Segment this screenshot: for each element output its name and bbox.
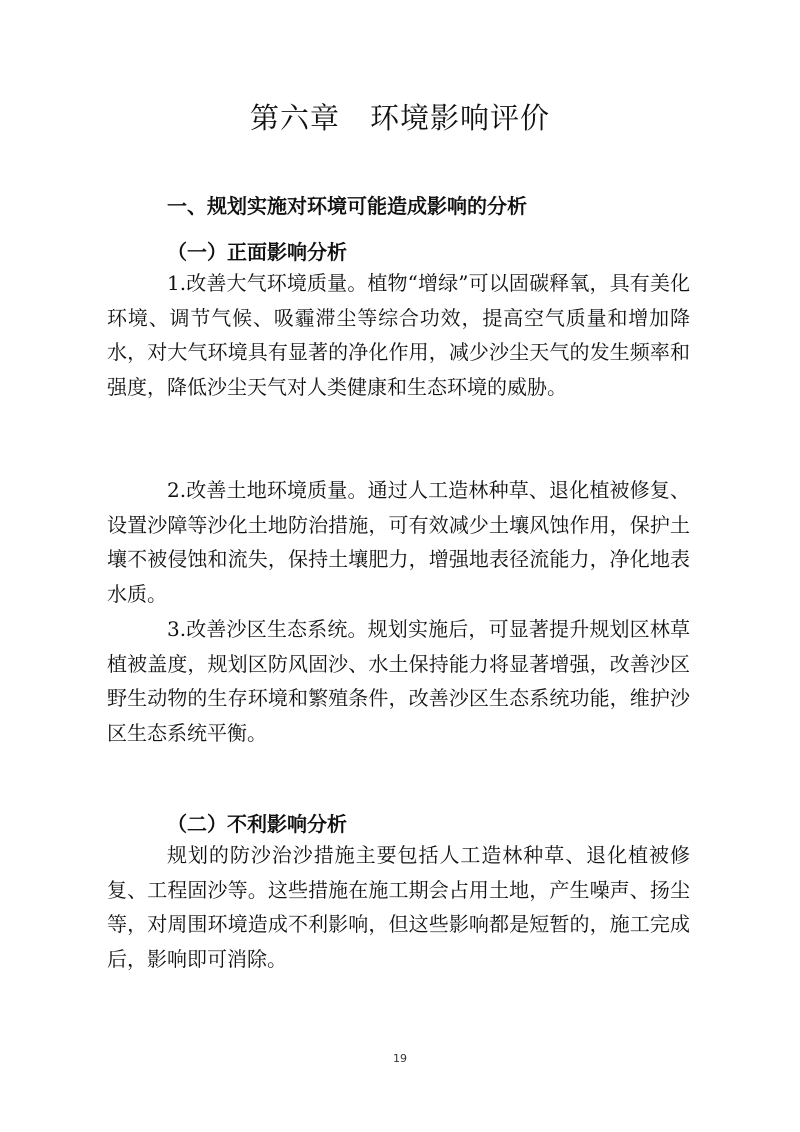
negative-impact-heading: （二）不利影响分析 <box>167 812 347 836</box>
section-heading: 一、规划实施对环境可能造成影响的分析 <box>167 194 527 218</box>
paragraph-negative-impact: 规划的防沙治沙措施主要包括人工造林种草、退化植被修复、工程固沙等。这些措施在施工期会占用土地，产生噪声、扬尘等，对周围环境造成不利影响，但这些影响都是短暂的，施工完成后，影响即可消除。 <box>107 843 690 971</box>
page-number: 19 <box>393 1052 407 1065</box>
paragraph-air-quality: 1.改善大气环境质量。植物“增绿”可以固碳释氧，具有美化环境、调节气候、吸霾滞尘等综合功效，提高空气质量和增加降水，对大气环境具有显著的净化作用，减少沙尘天气的发生频率和强度，降低沙尘天气对人类健康和生态环境的威胁。 <box>107 271 690 399</box>
paragraph-ecosystem: 3.改善沙区生态系统。规划实施后，可显著提升规划区林草植被盖度，规划区防风固沙、水土保持能力将显著增强，改善沙区野生动物的生存环境和繁殖条件，改善沙区生态系统功能，维护沙区生态系统平衡。 <box>107 617 690 745</box>
paragraph-land-quality: 2.改善土地环境质量。通过人工造林种草、退化植被修复、设置沙障等沙化土地防治措施，可有效减少土壤风蚀作用，保护土壤不被侵蚀和流失，保持土壤肥力，增强地表径流能力，净化地表水质。 <box>107 478 690 606</box>
positive-impact-heading: （一）正面影响分析 <box>167 240 347 264</box>
chapter-title: 第六章 环境影响评价 <box>249 101 550 135</box>
